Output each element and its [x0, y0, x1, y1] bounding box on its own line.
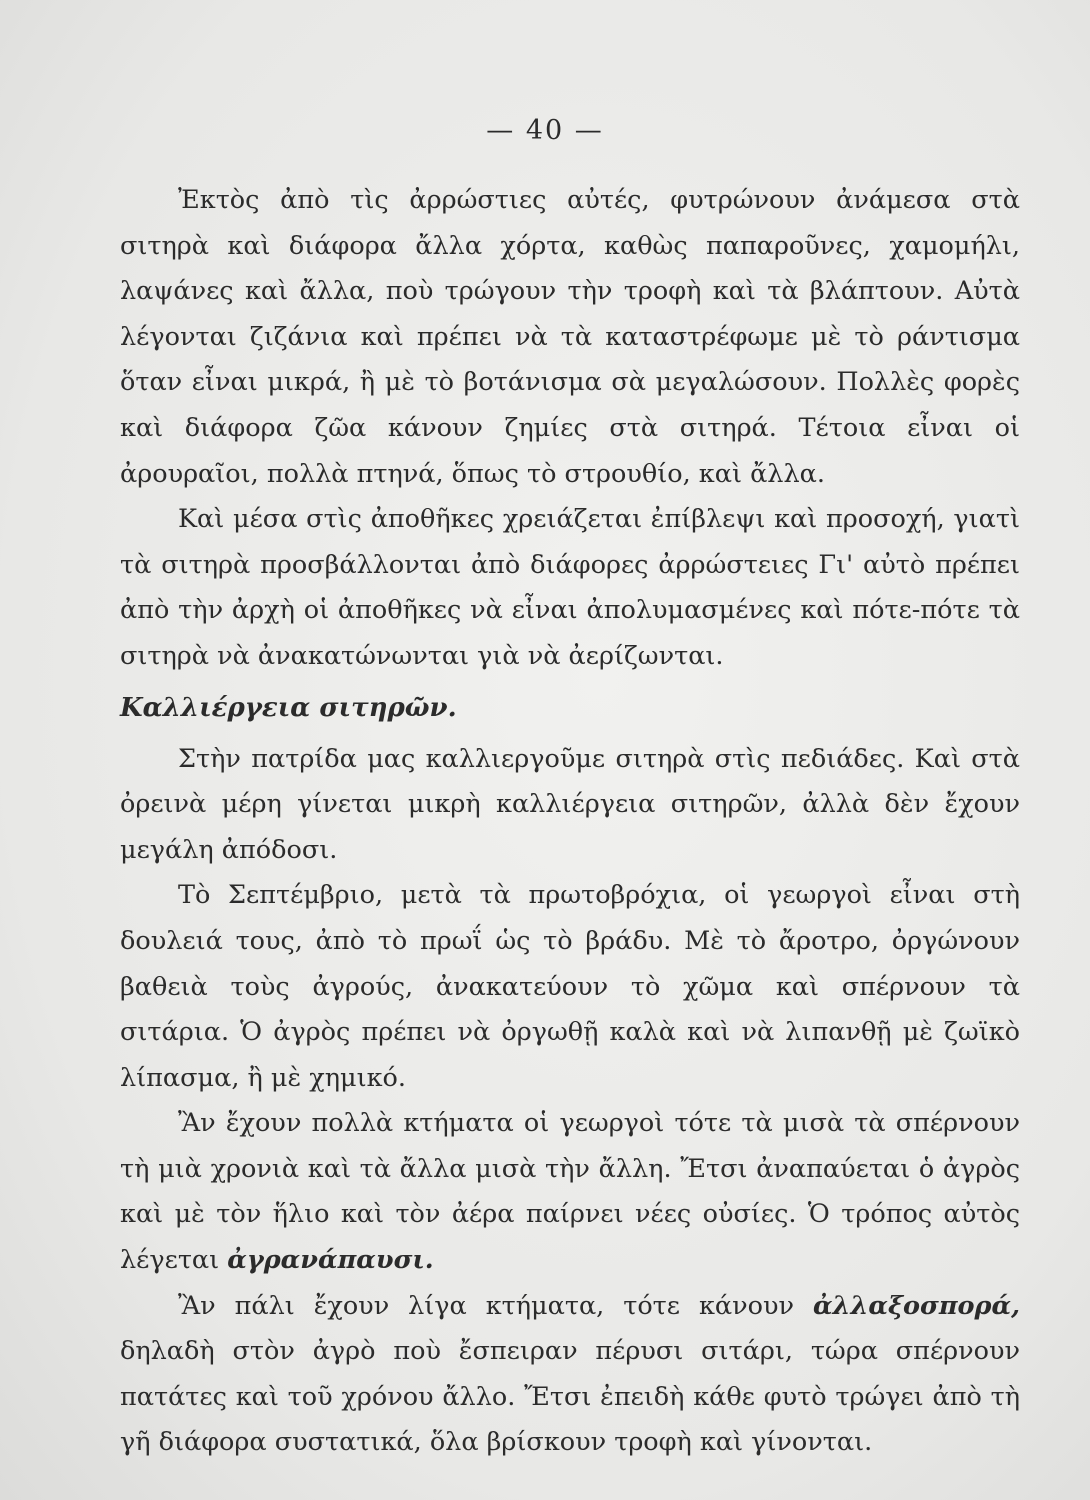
paragraph-rotation-text-a: Ἂν πάλι ἔχουν λίγα κτήματα, τότε κάνουν [178, 1290, 794, 1321]
paragraph-fallow-text: Ἂν ἔχουν πολλὰ κτήματα οἱ γεωργοὶ τότε τὰ μισὰ τὰ σπέρνουν τὴ μιὰ χρονιὰ καὶ τὰ ἄλλα μισὰ τὴν ἄλλη. Ἔτσι ἀναπαύεται ὁ ἀγρὸς καὶ μὲ τὸν ἥλιο καὶ τὸν ἀέρα παίρνει νέες οὐσίες. Ὁ τρόπος αὐτὸς λέγεται [120, 1108, 1020, 1276]
paragraph-ploughing: Τὸ Σεπτέμβριο, μετὰ τὰ πρωτοβρόχια, οἱ γεωργοὶ εἶναι στὴ δουλειά τους, ἀπὸ τὸ πρωΐ ὡς τὸ βράδυ. Μὲ τὸ ἄροτρο, ὀργώνουν βαθειὰ τοὺς ἀγρούς, ἀνακατεύουν τὸ χῶμα καὶ σπέρνουν τὰ σιτάρια. Ὁ ἀγρὸς πρέπει νὰ ὀργωθῇ καλὰ καὶ νὰ λιπανθῇ μὲ ζωϊκὸ λίπασμα, ἢ μὲ χημικό. [120, 880, 1020, 1093]
paragraph-diseases-weeds: Ἐκτὸς ἀπὸ τὶς ἀρρώστιες αὐτές, φυτρώνουν ἀνάμεσα στὰ σιτηρὰ καὶ διάφορα ἄλλα χόρτα, καθὼς παπαροῦνες, χαμομήλι, λαψάνες καὶ ἄλλα, ποὺ τρώγουν τὴν τροφὴ καὶ τὰ βλάπτουν. Αὐτὰ λέγονται ζιζάνια καὶ πρέπει νὰ τὰ καταστρέφωμε μὲ τὸ ράντισμα ὅταν εἶναι μικρά, ἢ μὲ τὸ βοτάνισμα σὰ μεγαλώσουν. Πολλὲς φορὲς καὶ διάφορα ζῶα κάνουν ζημίες στὰ σιτηρά. Τέτοια εἶναι οἱ ἀρουραῖοι, πολλὰ πτηνά, ὅπως τὸ στρουθίο, καὶ ἄλλα. [120, 185, 1020, 489]
paragraph-crop-rotation [120, 1284, 1020, 1466]
paragraph-rotation-text-b: δηλαδὴ στὸν ἀγρὸ ποὺ ἔσπειραν πέρυσι σιτάρι, τώρα σπέρνουν πατάτες καὶ τοῦ χρόνου ἄλλο. Ἔτσι ἐπειδὴ κάθε φυτὸ τρώγει ἀπὸ τὴ γῆ διάφορα συστατικά, ὅλα βρίσκουν τροφὴ καὶ γίνονται. [120, 1336, 1020, 1458]
paragraph-fallow [120, 1101, 1020, 1283]
term-crop-rotation: ἀλλαξοσπορά, [812, 1290, 1020, 1321]
page-number: — 40 — [486, 115, 604, 146]
term-fallow: ἀγρανάπαυσι. [227, 1245, 434, 1276]
paragraph-cultivation: Στὴν πατρίδα μας καλλιεργοῦμε σιτηρὰ στὶς πεδιάδες. Καὶ στὰ ὀρεινὰ μέρη γίνεται μικρὴ καλλιέργεια σιτηρῶν, ἀλλὰ δὲν ἔχουν μεγάλη ἀπόδοσι. [120, 743, 1020, 865]
page-body [120, 178, 1020, 1466]
paragraph-storage: Καὶ μέσα στὶς ἀποθῆκες χρειάζεται ἐπίβλεψι καὶ προσοχή, γιατὶ τὰ σιτηρὰ προσβάλλονται ἀπὸ διάφορες ἀρρώστειες Γι' αὐτὸ πρέπει ἀπὸ τὴν ἀρχὴ οἱ ἀποθῆκες νὰ εἶναι ἀπολυμασμένες καὶ πότε-πότε τὰ σιτηρὰ νὰ ἀνακατώνωνται γιὰ νὰ ἀερίζωνται. [120, 504, 1020, 671]
section-heading: Καλλιέργεια σιτηρῶν. [120, 692, 457, 723]
